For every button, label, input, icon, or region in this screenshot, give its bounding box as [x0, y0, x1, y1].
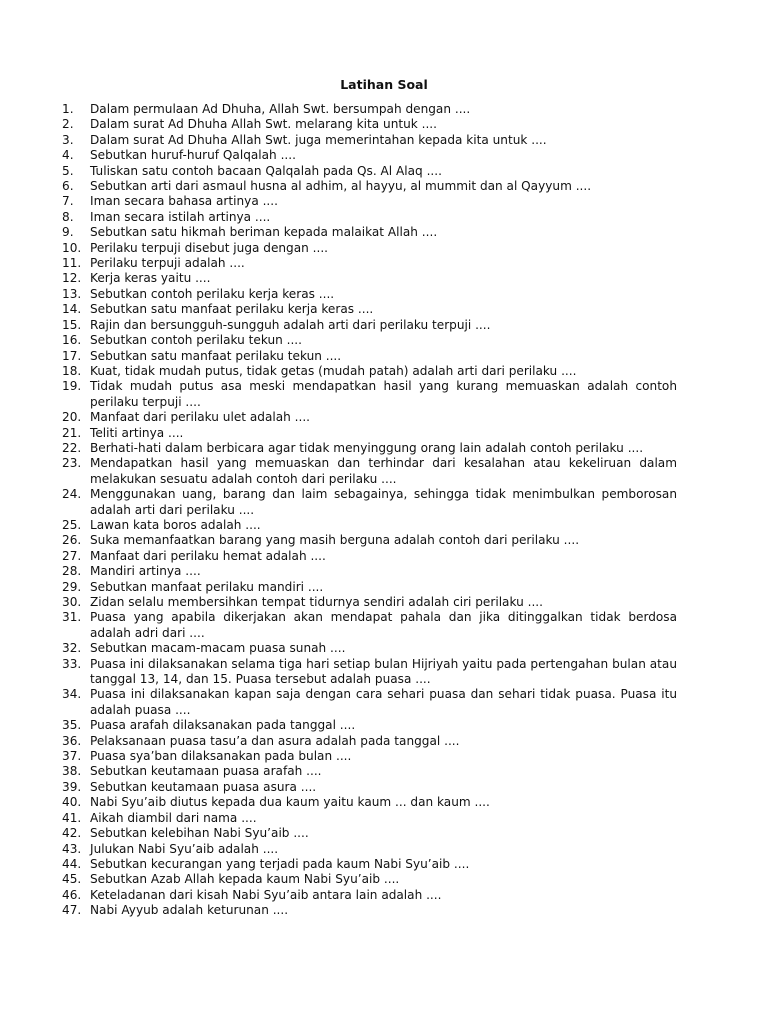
question-text: Julukan Nabi Syu’aib adalah ....	[90, 841, 279, 856]
question-item	[62, 826, 677, 841]
question-item	[62, 811, 677, 826]
question-item	[62, 888, 677, 903]
question-item	[62, 302, 677, 317]
question-item	[62, 764, 677, 779]
question-number: 12.	[62, 271, 82, 286]
question-text: Zidan selalu membersihkan tempat tidurnya sendiri adalah ciri perilaku ....	[90, 595, 543, 609]
question-number: 31.	[62, 610, 82, 625]
question-number: 36.	[62, 733, 82, 748]
question-number: 1.	[62, 102, 74, 116]
question-text: Menggunakan uang, barang dan laim sebagainya, sehingga tidak menimbulkan pemborosan adalah arti dari perilaku ....	[90, 487, 677, 517]
question-text: Rajin dan bersungguh-sungguh adalah arti dari perilaku terpuji ....	[90, 317, 491, 332]
question-list	[62, 102, 677, 919]
question-item	[62, 842, 677, 857]
question-text: Puasa yang apabila dikerjakan akan mendapat pahala dan jika ditinggalkan tidak berdosa adalah adri dari ....	[90, 610, 677, 640]
question-item	[62, 610, 677, 641]
question-number: 17.	[62, 348, 82, 363]
question-number: 7.	[62, 194, 74, 209]
question-item	[62, 318, 677, 333]
question-item	[62, 148, 677, 163]
question-number: 23.	[62, 456, 82, 471]
question-text: Keteladanan dari kisah Nabi Syu’aib antara lain adalah ....	[90, 887, 442, 902]
question-text: Lawan kata boros adalah ....	[90, 517, 261, 532]
question-item	[62, 734, 677, 749]
question-number: 32.	[62, 641, 82, 656]
question-text: Dalam permulaan Ad Dhuha, Allah Swt. bersumpah dengan ....	[90, 102, 471, 116]
question-text: Iman secara istilah artinya ....	[90, 209, 271, 224]
question-item	[62, 349, 677, 364]
question-item	[62, 795, 677, 810]
question-text: Pelaksanaan puasa tasu’a dan asura adalah pada tanggal ....	[90, 733, 460, 748]
question-item	[62, 256, 677, 271]
question-text: Berhati-hati dalam berbicara agar tidak menyinggung orang lain adalah contoh perilaku ....	[90, 440, 644, 455]
question-item	[62, 194, 677, 209]
question-number: 42.	[62, 826, 82, 841]
question-number: 15.	[62, 317, 82, 332]
question-item	[62, 117, 677, 132]
question-text: Sebutkan satu manfaat perilaku tekun ....	[90, 348, 342, 363]
question-item	[62, 641, 677, 656]
question-item	[62, 287, 677, 302]
question-text: Perilaku terpuji adalah ....	[90, 256, 245, 271]
question-item	[62, 564, 677, 579]
question-item	[62, 210, 677, 225]
question-number: 21.	[62, 425, 82, 440]
question-number: 14.	[62, 302, 82, 317]
question-item	[62, 379, 677, 410]
question-text: Sebutkan kecurangan yang terjadi pada kaum Nabi Syu’aib ....	[90, 856, 470, 871]
question-item	[62, 133, 677, 148]
question-item	[62, 595, 677, 610]
question-number: 10.	[62, 240, 82, 255]
question-number: 30.	[62, 595, 82, 609]
question-item	[62, 271, 677, 286]
question-number: 46.	[62, 887, 82, 902]
question-item	[62, 549, 677, 564]
question-text: Puasa ini dilaksanakan selama tiga hari setiap bulan Hijriyah yaitu pada pertengahan bulan atau tanggal 13, 14, dan 15. Puasa tersebut adalah puasa ....	[90, 656, 677, 687]
question-text: Nabi Syu’aib diutus kepada dua kaum yaitu kaum ... dan kaum ....	[90, 795, 490, 810]
question-number: 44.	[62, 856, 82, 871]
question-item	[62, 456, 677, 487]
question-number: 29.	[62, 579, 82, 594]
question-text: Puasa arafah dilaksanakan pada tanggal ....	[90, 718, 356, 733]
question-number: 28.	[62, 564, 82, 579]
question-item	[62, 903, 677, 918]
question-text: Tuliskan satu contoh bacaan Qalqalah pada Qs. Al Alaq ....	[90, 163, 442, 178]
question-number: 5.	[62, 163, 74, 178]
question-text: Manfaat dari perilaku hemat adalah ....	[90, 548, 326, 563]
question-text: Mendapatkan hasil yang memuaskan dan terhindar dari kesalahan atau kekeliruan dalam melakukan sesuatu adalah contoh dari perilaku ....	[90, 456, 677, 486]
question-number: 20.	[62, 410, 82, 425]
question-text: Mandiri artinya ....	[90, 564, 201, 579]
question-item	[62, 487, 677, 518]
question-text: Sebutkan contoh perilaku tekun ....	[90, 333, 303, 348]
question-text: Sebutkan contoh perilaku kerja keras ....	[90, 286, 335, 301]
question-text: Aikah diambil dari nama ....	[90, 810, 257, 825]
question-item	[62, 364, 677, 379]
question-item	[62, 102, 677, 117]
question-item	[62, 687, 677, 718]
question-text: Sebutkan satu hikmah beriman kepada malaikat Allah ....	[90, 225, 438, 240]
question-text: Sebutkan huruf-huruf Qalqalah ....	[90, 148, 296, 163]
question-item	[62, 857, 677, 872]
question-number: 47.	[62, 903, 82, 918]
question-item	[62, 533, 677, 548]
question-text: Sebutkan keutamaan puasa arafah ....	[90, 764, 322, 779]
question-number: 37.	[62, 749, 82, 764]
question-number: 8.	[62, 209, 74, 224]
question-text: Sebutkan keutamaan puasa asura ....	[90, 779, 317, 794]
question-number: 40.	[62, 795, 82, 810]
question-text: Teliti artinya ....	[90, 425, 184, 440]
question-text: Dalam surat Ad Dhuha Allah Swt. juga memerintahan kepada kita untuk ....	[90, 132, 547, 147]
question-text: Dalam surat Ad Dhuha Allah Swt. melarang kita untuk ....	[90, 117, 437, 132]
question-number: 35.	[62, 718, 82, 733]
question-item	[62, 426, 677, 441]
question-text: Puasa ini dilaksanakan kapan saja dengan cara sehari puasa dan sehari tidak puasa. Puasa itu adalah puasa ....	[90, 687, 677, 717]
page-title: Latihan Soal	[340, 77, 428, 92]
question-number: 43.	[62, 841, 82, 856]
question-number: 38.	[62, 764, 82, 779]
question-item	[62, 518, 677, 533]
question-item	[62, 780, 677, 795]
question-text: Sebutkan macam-macam puasa sunah ....	[90, 641, 346, 656]
question-number: 25.	[62, 517, 82, 532]
question-text: Sebutkan manfaat perilaku mandiri ....	[90, 579, 324, 594]
question-text: Puasa sya’ban dilaksanakan pada bulan ....	[90, 749, 352, 764]
question-item	[62, 410, 677, 425]
question-item	[62, 441, 677, 456]
question-text: Manfaat dari perilaku ulet adalah ....	[90, 410, 311, 425]
question-number: 39.	[62, 779, 82, 794]
question-number: 9.	[62, 225, 74, 240]
question-text: Perilaku terpuji disebut juga dengan ....	[90, 240, 329, 255]
question-number: 34.	[62, 687, 82, 702]
question-number: 13.	[62, 286, 82, 301]
question-text: Kerja keras yaitu ....	[90, 271, 211, 286]
question-number: 33.	[62, 656, 82, 671]
question-number: 11.	[62, 256, 82, 271]
question-number: 24.	[62, 487, 82, 502]
question-item	[62, 749, 677, 764]
question-text: Sebutkan arti dari asmaul husna al adhim, al hayyu, al mummit dan al Qayyum ....	[90, 179, 592, 194]
question-number: 45.	[62, 872, 82, 887]
question-item	[62, 164, 677, 179]
question-item	[62, 580, 677, 595]
question-text: Tidak mudah putus asa meski mendapatkan hasil yang kurang memuaskan adalah contoh perilaku terpuji ....	[90, 379, 677, 409]
question-text: Sebutkan satu manfaat perilaku kerja keras ....	[90, 302, 374, 317]
question-number: 2.	[62, 117, 74, 132]
question-number: 26.	[62, 533, 82, 548]
question-text: Iman secara bahasa artinya ....	[90, 194, 278, 209]
question-number: 27.	[62, 548, 82, 563]
question-item	[62, 657, 677, 688]
question-number: 6.	[62, 179, 74, 194]
question-number: 41.	[62, 810, 82, 825]
question-text: Kuat, tidak mudah putus, tidak getas (mudah patah) adalah arti dari perilaku ....	[90, 363, 577, 378]
question-number: 18.	[62, 363, 82, 378]
question-item	[62, 179, 677, 194]
question-item	[62, 225, 677, 240]
question-item	[62, 872, 677, 887]
question-number: 22.	[62, 440, 82, 455]
question-item	[62, 241, 677, 256]
question-item	[62, 333, 677, 348]
question-text: Sebutkan kelebihan Nabi Syu’aib ....	[90, 826, 309, 841]
question-number: 4.	[62, 148, 74, 163]
question-text: Nabi Ayyub adalah keturunan ....	[90, 903, 289, 918]
question-item	[62, 718, 677, 733]
question-text: Suka memanfaatkan barang yang masih berguna adalah contoh dari perilaku ....	[90, 533, 580, 548]
question-number: 3.	[62, 132, 74, 147]
question-number: 19.	[62, 379, 82, 394]
question-text: Sebutkan Azab Allah kepada kaum Nabi Syu’aib ....	[90, 872, 400, 887]
question-number: 16.	[62, 333, 82, 348]
